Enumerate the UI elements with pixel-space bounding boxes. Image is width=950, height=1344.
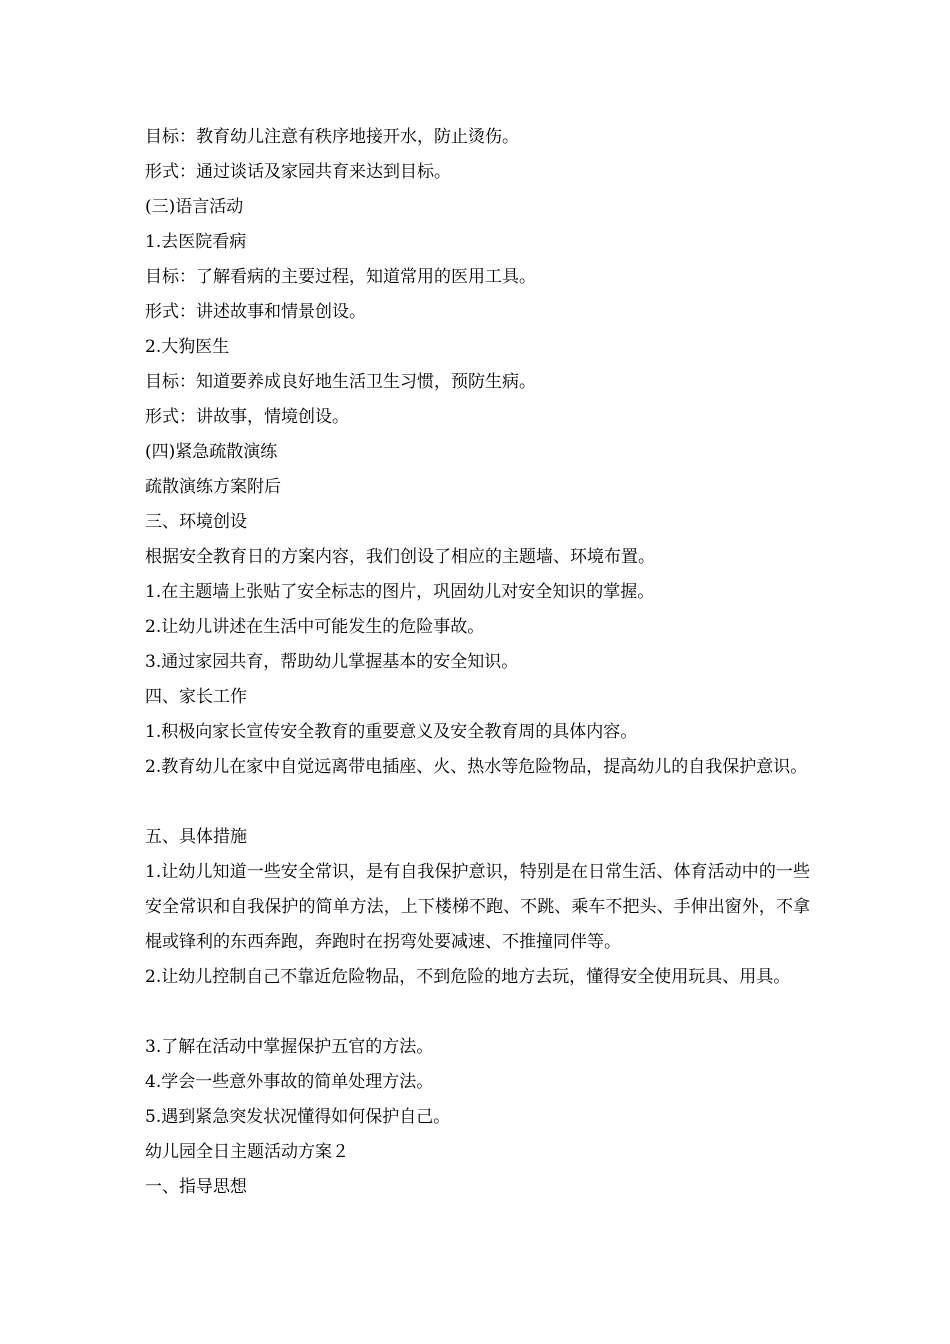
section-heading: 三、环境创设 bbox=[145, 512, 247, 532]
document-title: 幼儿园全日主题活动方案２ bbox=[145, 1142, 349, 1162]
section-heading: 四、家长工作 bbox=[145, 687, 247, 707]
list-item: 5.遇到紧急突发状况懂得如何保护自己。 bbox=[145, 1107, 451, 1127]
list-item: 3.通过家园共育，帮助幼儿掌握基本的安全知识。 bbox=[145, 652, 519, 672]
text-line: 形式：讲故事，情境创设。 bbox=[145, 407, 349, 427]
subsection-heading: 1.去医院看病 bbox=[145, 232, 247, 252]
subsection-heading: 2.大狗医生 bbox=[145, 337, 230, 357]
list-item: 1.在主题墙上张贴了安全标志的图片，巩固幼儿对安全知识的掌握。 bbox=[145, 582, 655, 602]
list-item: 2.让幼儿讲述在生活中可能发生的危险事故。 bbox=[145, 617, 485, 637]
text-line: 根据安全教育日的方案内容，我们创设了相应的主题墙、环境布置。 bbox=[145, 547, 655, 567]
list-item: 2.让幼儿控制自己不靠近危险物品，不到危险的地方去玩，懂得安全使用玩具、用具。 bbox=[145, 967, 791, 987]
text-line: 目标：教育幼儿注意有秩序地接开水，防止烫伤。 bbox=[145, 127, 519, 147]
list-item: 1.让幼儿知道一些安全常识，是有自我保护意识，特别是在日常生活、体育活动中的一些安全常识和自我保护的简单方法，上下楼梯不跑、不跳、乘车不把头、手伸出窗外，不拿棍或锋利的东西奔跑，奔跑时在拐弯处要减速、不推撞同伴等。 bbox=[145, 862, 810, 952]
list-item: 1.积极向家长宣传安全教育的重要意义及安全教育周的具体内容。 bbox=[145, 722, 638, 742]
list-item: 2.教育幼儿在家中自觉远离带电插座、火、热水等危险物品，提高幼儿的自我保护意识。 bbox=[145, 757, 808, 777]
section-heading: 一、指导思想 bbox=[145, 1177, 247, 1197]
list-item: 4.学会一些意外事故的简单处理方法。 bbox=[145, 1072, 434, 1092]
section-heading: 五、具体措施 bbox=[145, 827, 247, 847]
text-line: 形式：讲述故事和情景创设。 bbox=[145, 302, 366, 322]
list-item: 3.了解在活动中掌握保护五官的方法。 bbox=[145, 1037, 434, 1057]
text-line: 形式：通过谈话及家园共育来达到目标。 bbox=[145, 162, 451, 182]
section-heading: (四)紧急疏散演练 bbox=[145, 442, 278, 462]
text-line: 目标：知道要养成良好地生活卫生习惯，预防生病。 bbox=[145, 372, 536, 392]
text-line: 疏散演练方案附后 bbox=[145, 477, 281, 497]
section-heading: (三)语言活动 bbox=[145, 197, 244, 217]
text-line: 目标：了解看病的主要过程，知道常用的医用工具。 bbox=[145, 267, 536, 287]
document-body bbox=[145, 120, 810, 1205]
